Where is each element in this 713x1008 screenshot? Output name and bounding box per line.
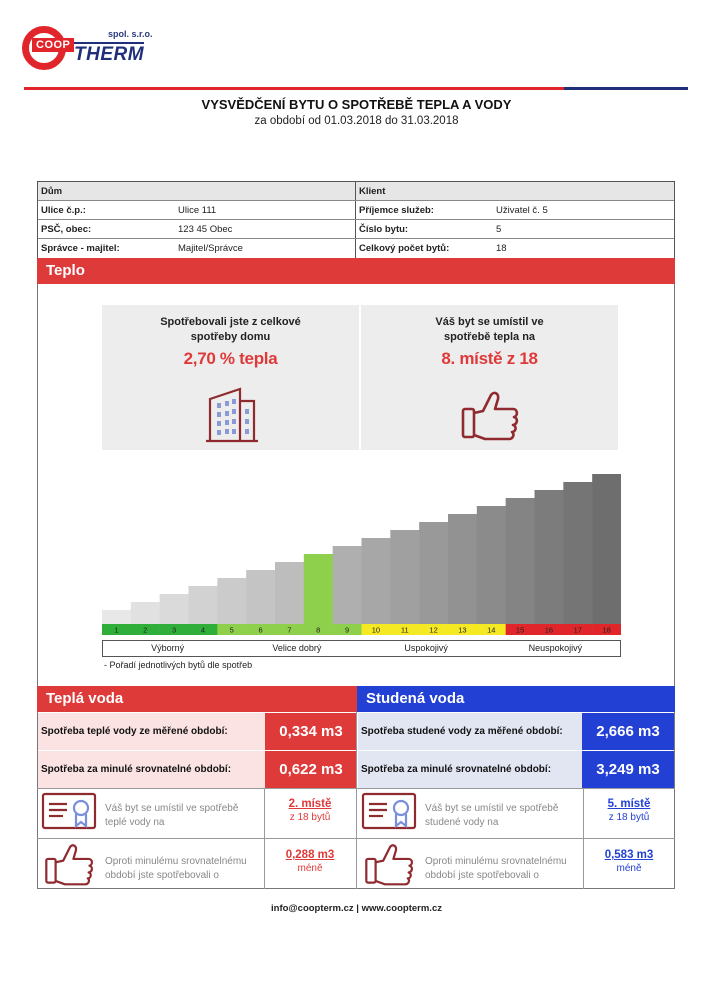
building-icon	[204, 385, 260, 443]
thumbs-up-icon	[42, 842, 98, 886]
info-row	[38, 239, 674, 258]
rank-label: 8	[316, 625, 321, 635]
logo-therm-text: THERM	[74, 44, 145, 65]
rank-label: 10	[371, 625, 381, 635]
cold-rank-value	[583, 797, 675, 825]
info-table	[37, 181, 675, 259]
divider	[356, 712, 357, 889]
rank-label: 12	[429, 625, 438, 635]
info-label: Příjemce služeb:	[359, 204, 434, 216]
rank-label: 5	[229, 625, 234, 635]
chart-bar	[592, 474, 621, 624]
chart-bar	[217, 578, 246, 624]
thumbs-up-icon	[362, 842, 418, 886]
cold-prev-value: 3,249 m3	[582, 751, 674, 788]
rank-label: 14	[487, 625, 496, 635]
cold-diff-text-line2: období jste spotřebovali o	[425, 870, 539, 881]
cold-rank-text-line2: studené vody na	[425, 817, 499, 828]
warm-rank-of: z 18 bytů	[289, 812, 331, 823]
warm-diff-text	[105, 855, 263, 883]
info-label: Správce - majitel:	[41, 243, 120, 254]
cold-diff-text	[425, 855, 582, 883]
warm-rank-text-line2: teplé vody na	[105, 817, 165, 828]
info-value: 5	[496, 223, 502, 235]
info-label: Číslo bytu:	[359, 223, 409, 235]
rank-label: 9	[344, 625, 350, 635]
rank-label: 11	[400, 625, 409, 635]
info-row	[38, 220, 674, 239]
warm-diff-text-line1: Oproti minulému srovnatelnému	[105, 856, 247, 867]
warm-water-header: Teplá voda	[37, 686, 357, 712]
heat-rank-card	[361, 305, 618, 450]
cold-rank-of: z 18 bytů	[608, 812, 650, 823]
cold-diff-word: méně	[616, 863, 642, 874]
chart-bar	[102, 610, 131, 624]
info-row	[38, 201, 674, 220]
chart-bar	[131, 602, 160, 624]
cold-current-value: 2,666 m3	[582, 713, 674, 750]
chart-bar	[304, 554, 333, 624]
chart-bar	[506, 498, 535, 624]
heat-ranking-chart	[102, 470, 621, 636]
warm-diff-value	[264, 848, 356, 876]
chart-bar	[563, 482, 592, 624]
info-value: Ulice 111	[178, 204, 217, 216]
rank-label: 13	[458, 625, 467, 635]
chart-bar	[477, 506, 506, 624]
cold-rank-text-line1: Váš byt se umístil ve spotřebě	[425, 803, 559, 814]
heat-share-text	[102, 315, 359, 345]
logo-spol-text: spol. s.r.o.	[108, 29, 153, 39]
chart-bar	[535, 490, 564, 624]
period-text: za období od 01.03.2018 do 31.03.2018	[254, 115, 459, 127]
heat-share-value: 2,70 % tepla	[183, 349, 278, 368]
heat-rank-text-line1: Váš byt se umístil ve	[435, 316, 544, 328]
header-divider-blue	[564, 87, 688, 90]
warm-current-value: 0,334 m3	[265, 713, 357, 750]
warm-rank-place: 2. místě	[288, 798, 332, 810]
rank-label: 18	[602, 625, 611, 635]
rank-label: 6	[258, 625, 263, 635]
klient-heading: Klient	[359, 185, 386, 197]
cold-water-header: Studená voda	[357, 686, 675, 712]
certificate-icon	[361, 792, 417, 834]
rank-label: 3	[171, 625, 177, 635]
warm-prev-label: Spotřeba za minulé srovnatelné období:	[38, 751, 265, 788]
warm-rank-text	[105, 802, 238, 830]
warm-diff-amount: 0,288 m3	[285, 849, 335, 861]
heat-rank-value: 8. místě z 18	[441, 349, 538, 368]
chart-bar	[189, 586, 218, 624]
rank-label: 2	[143, 625, 148, 635]
rank-label: 7	[287, 625, 292, 635]
warm-rank-value	[264, 797, 356, 825]
info-value: 18	[496, 243, 507, 254]
heat-share-text-line2: spotřeby domu	[190, 331, 271, 343]
warm-rank-text-line1: Váš byt se umístil ve spotřebě	[105, 803, 239, 814]
rank-label: 16	[544, 625, 554, 635]
cold-rank-place: 5. místě	[607, 798, 651, 810]
warm-prev-row	[38, 751, 357, 788]
heat-share-text-line1: Spotřebovali jste z celkové	[160, 316, 301, 328]
cold-prev-row	[358, 751, 674, 788]
page-title: VYSVĚDČENÍ BYTU O SPOTŘEBĚ TEPLA A VODY	[201, 97, 512, 112]
cold-diff-value	[583, 848, 675, 876]
warm-current-label: Spotřeba teplé vody ze měřené období:	[38, 713, 265, 750]
company-logo	[22, 22, 162, 72]
warm-diff-word: méně	[297, 863, 323, 874]
rating-category: Uspokojivý	[404, 643, 448, 653]
chart-bar	[275, 562, 304, 624]
cold-current-label: Spotřeba studené vody za měřené období:	[358, 713, 582, 750]
info-value: 123 45 Obec	[178, 223, 233, 235]
rating-category: Velice dobrý	[272, 643, 322, 653]
certificate-icon	[41, 792, 97, 834]
dum-heading: Dům	[41, 185, 63, 197]
info-table-header	[38, 182, 674, 201]
cold-diff-amount: 0,583 m3	[604, 849, 654, 861]
cold-current-row	[358, 713, 674, 750]
rating-category: Výborný	[151, 643, 185, 653]
cold-diff-text-line1: Oproti minulému srovnatelnému	[425, 856, 567, 867]
footer-contact: info@coopterm.cz | www.coopterm.cz	[271, 903, 442, 914]
rank-label: 17	[573, 625, 582, 635]
chart-note: - Pořadí jednotlivých bytů dle spotřeb	[104, 660, 253, 670]
logo-coop-text: COOP	[32, 38, 74, 52]
info-value: Uživatel č. 5	[496, 204, 548, 216]
warm-diff-text-line2: období jste spotřebovali o	[105, 870, 219, 881]
chart-bar	[390, 530, 419, 624]
header-divider-red	[24, 87, 564, 90]
cold-rank-text	[425, 802, 558, 830]
warm-prev-value: 0,622 m3	[265, 751, 357, 788]
info-label: PSČ, obec:	[41, 223, 92, 235]
rating-category-bar	[102, 640, 621, 657]
chart-bar	[160, 594, 189, 624]
info-label: Ulice č.p.:	[41, 204, 86, 216]
info-label: Celkový počet bytů:	[359, 243, 450, 254]
warm-current-row	[38, 713, 357, 750]
chart-bar	[362, 538, 391, 624]
rank-label: 4	[200, 625, 206, 635]
rank-label: 1	[114, 625, 119, 635]
chart-bar	[419, 522, 448, 624]
thumbs-up-icon	[461, 389, 521, 441]
heat-share-card	[102, 305, 359, 450]
chart-bar	[333, 546, 362, 624]
teplo-section-header: Teplo	[37, 258, 675, 284]
rank-label: 15	[515, 625, 525, 635]
rating-category: Neuspokojivý	[528, 643, 583, 653]
heat-rank-text-line2: spotřebě tepla na	[443, 331, 536, 343]
cold-prev-label: Spotřeba za minulé srovnatelné období:	[358, 751, 582, 788]
heat-rank-text	[361, 315, 618, 345]
info-value: Majitel/Správce	[178, 243, 243, 254]
chart-bar	[448, 514, 477, 624]
chart-bar	[246, 570, 275, 624]
